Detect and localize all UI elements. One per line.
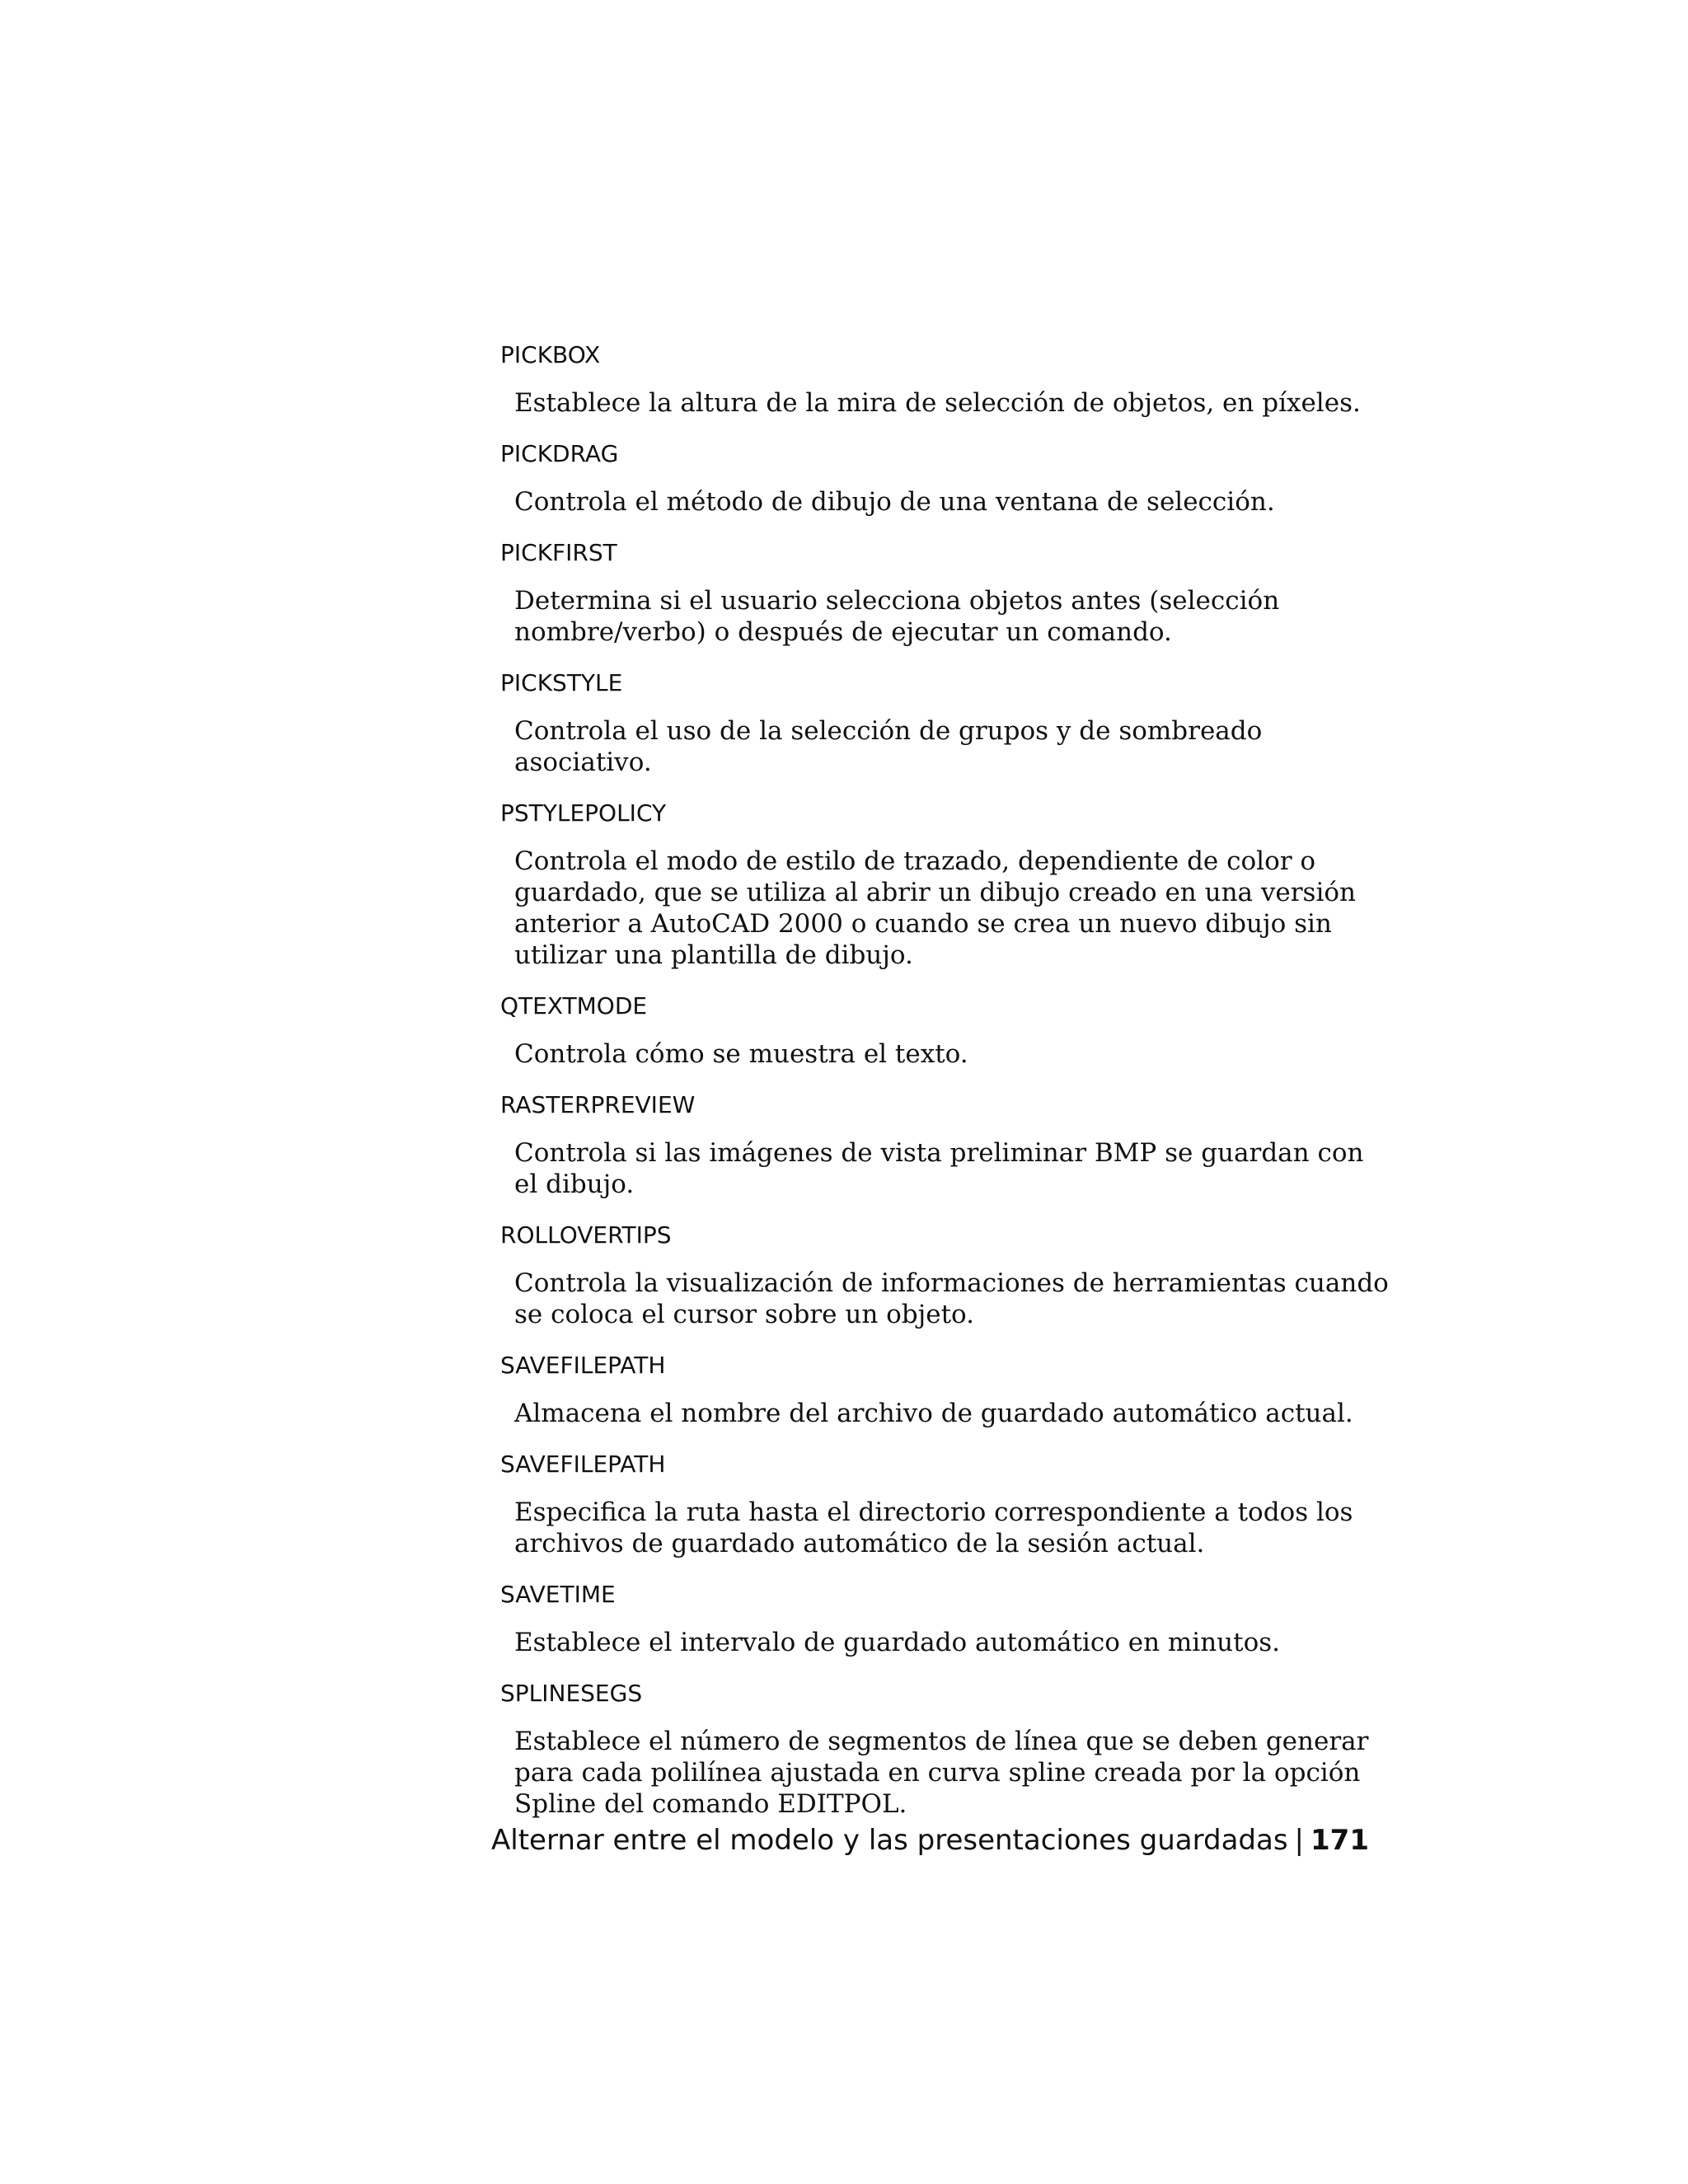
variable-entry xyxy=(500,1444,1390,1559)
variable-name: SAVEFILEPATH xyxy=(500,1352,666,1379)
variable-name: QTEXTMODE xyxy=(500,992,648,1019)
variable-name: SPLINESEGS xyxy=(500,1680,643,1707)
variable-name: RASTERPREVIEW xyxy=(500,1091,696,1118)
variable-description: Controla la visualización de informaciones de herramientas cuando se coloca el cursor sobre un objeto. xyxy=(514,1268,1389,1329)
variable-name: SAVEFILEPATH xyxy=(500,1451,666,1478)
variable-description: Controla cómo se muestra el texto. xyxy=(514,1039,968,1069)
variable-entry xyxy=(500,532,1390,648)
variable-name: ROLLOVERTIPS xyxy=(500,1221,672,1249)
variable-description: Controla el método de dibujo de una ventana de selección. xyxy=(514,487,1275,517)
variable-entry xyxy=(500,1673,1390,1820)
variable-entry xyxy=(500,1085,1390,1200)
variable-name: PICKDRAG xyxy=(500,440,619,467)
variable-name: PICKSTYLE xyxy=(500,669,623,696)
variable-description: Determina si el usuario selecciona objetos antes (selección nombre/verbo) o después de ejecutar un comando. xyxy=(514,586,1280,647)
variable-entry xyxy=(500,335,1390,419)
variable-description: Especifica la ruta hasta el directorio correspondiente a todos los archivos de guardado automático de la sesión actual. xyxy=(514,1497,1353,1558)
variable-description: Establece el intervalo de guardado automático en minutos. xyxy=(514,1628,1281,1657)
variable-name: SAVETIME xyxy=(500,1581,616,1608)
page-number: 171 xyxy=(1311,1824,1369,1857)
system-variable-list xyxy=(500,335,1390,1835)
variable-description: Controla el uso de la selección de grupos y de sombreado asociativo. xyxy=(514,716,1263,777)
variable-description: Controla el modo de estilo de trazado, dependiente de color o guardado, que se utiliza al abrir un dibujo creado en una versión anterior a AutoCAD 2000 o cuando se crea un nuevo dibujo sin utilizar una plantilla de dibujo. xyxy=(514,846,1357,970)
variable-name: PICKBOX xyxy=(500,341,601,368)
variable-entry xyxy=(500,1215,1390,1330)
variable-description: Almacena el nombre del archivo de guardado automático actual. xyxy=(514,1399,1353,1428)
variable-entry xyxy=(500,434,1390,518)
variable-description: Establece el número de segmentos de línea que se deben generar para cada polilínea ajustada en curva spline creada por la opción Spline del comando EDITPOL. xyxy=(514,1727,1369,1819)
footer-separator: | xyxy=(1294,1824,1305,1857)
variable-entry xyxy=(500,986,1390,1070)
variable-entry xyxy=(500,663,1390,778)
variable-name: PICKFIRST xyxy=(500,539,617,566)
variable-entry xyxy=(500,1574,1390,1658)
page-footer xyxy=(491,1820,1369,1861)
footer-section-title: Alternar entre el modelo y las presentaciones guardadas xyxy=(491,1824,1288,1857)
variable-description: Establece la altura de la mira de selección de objetos, en píxeles. xyxy=(514,388,1361,418)
variable-entry xyxy=(500,793,1390,971)
variable-description: Controla si las imágenes de vista preliminar BMP se guardan con el dibujo. xyxy=(514,1138,1364,1199)
variable-name: PSTYLEPOLICY xyxy=(500,799,667,827)
variable-entry xyxy=(500,1345,1390,1429)
